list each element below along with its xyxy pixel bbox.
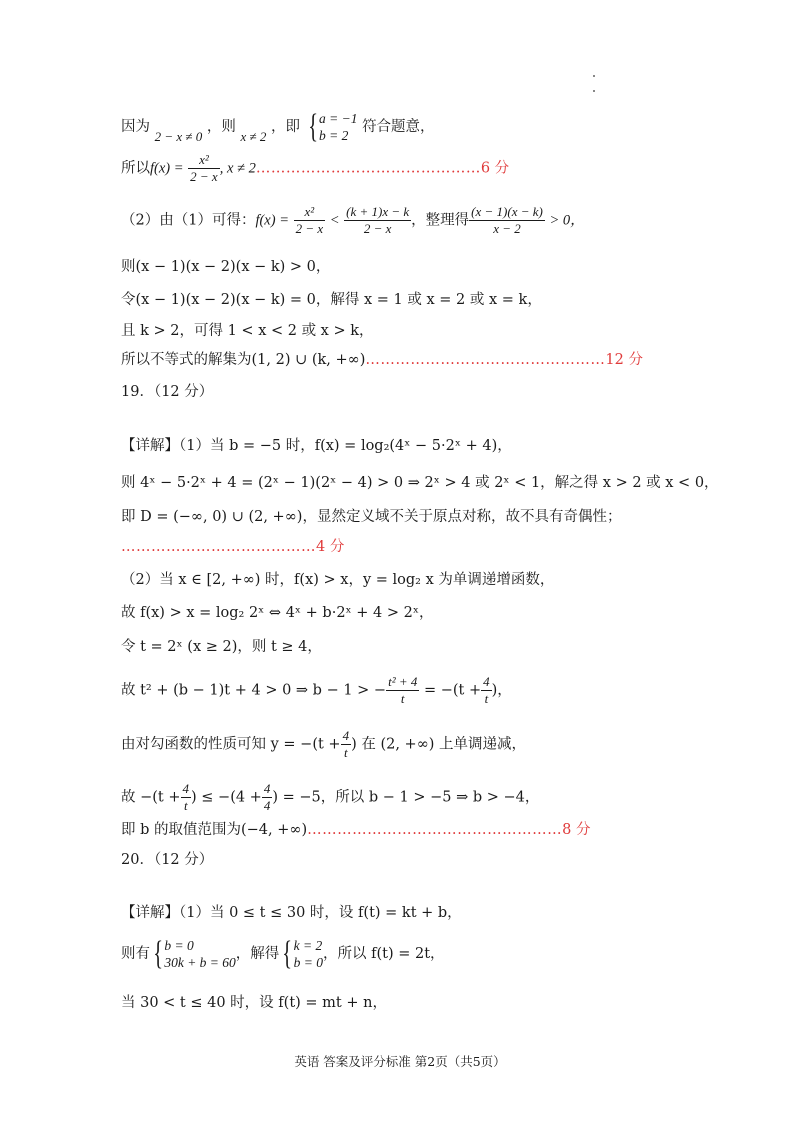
answer-line: 【详解】（1）当 b = −5 时，f(x) = log₂(4ˣ − 5·2ˣ + 4)，: [121, 438, 512, 454]
answer-line: 且 k > 2，可得 1 < x < 2 或 x > k，: [121, 323, 374, 339]
score-leader: ………………………………………: [255, 160, 481, 177]
question-number: 19．（12 分）: [121, 384, 214, 400]
text: ，解得: [235, 946, 280, 962]
score-leader: …………………………………: [121, 539, 316, 555]
text: 由对勾函数的性质可知 y = −(t +: [121, 736, 341, 753]
text: 故 −(t +: [121, 789, 181, 806]
question-number: 20．（12 分）: [121, 852, 214, 868]
answer-line: 则(x − 1)(x − 2)(x − k) > 0，: [121, 259, 331, 275]
answer-line: [121, 350, 643, 370]
math-inline: f(x) =: [150, 160, 184, 177]
answer-line: [121, 152, 509, 185]
text: （2）由（1）可得：: [121, 212, 256, 229]
answer-line: [121, 204, 585, 237]
answer-line: [121, 820, 590, 840]
text: 符合题意，: [362, 119, 435, 135]
answer-line: [121, 781, 539, 814]
brace: {: [307, 108, 318, 145]
fraction: $\frac{4}{4}$: [263, 781, 271, 813]
answer-line: （2）当 x ∈ [2, +∞) 时，f(x) > x，y = log₂ x 为单调递增函数，: [121, 572, 555, 588]
equation-system: b = 0 30k + b = 60: [164, 938, 236, 970]
text: ) 在 (2, +∞) 上单调递减，: [351, 736, 527, 753]
text: 所以: [121, 160, 150, 177]
answer-line: [121, 937, 445, 971]
equation-system: k = 2 b = 0: [293, 938, 323, 970]
text: ) ≤ −(4 +: [191, 789, 262, 806]
fraction: $\frac{4}{t}$: [342, 728, 350, 760]
speck-mark: [593, 90, 595, 92]
fraction: $\frac{(k + 1)x - k}{2 - x}$: [346, 204, 410, 236]
fraction: $\frac{(x - 1)(x - k)}{x - 2}$: [471, 204, 543, 236]
text: 即 b 的取值范围为(−4, +∞): [121, 822, 308, 838]
brace: {: [153, 935, 164, 972]
score-label: 12 分: [605, 352, 643, 368]
text: = −(t +: [423, 682, 482, 699]
math-inline: x ≠ 2: [240, 129, 267, 144]
math-inline: f(x) =: [255, 212, 289, 229]
fraction: $\frac{\text{x²}}{2 - x}$: [295, 204, 324, 236]
text: ，即: [271, 119, 301, 135]
answer-line: 则 4ˣ − 5·2ˣ + 4 = (2ˣ − 1)(2ˣ − 4) > 0 ⇒ 2ˣ > 4 或 2ˣ < 1，解之得 x > 2 或 x < 0，: [121, 475, 719, 491]
text: )，: [491, 682, 512, 699]
text: 所以不等式的解集为(1, 2) ∪ (k, +∞): [121, 352, 366, 368]
text: 则有: [121, 946, 150, 962]
answer-line: [121, 674, 512, 707]
answer-line: 故 f(x) > x = log₂ 2ˣ ⇔ 4ˣ + b·2ˣ + 4 > 2ˣ，: [121, 605, 434, 621]
text: ，所以 f(t) = 2t，: [323, 946, 445, 962]
answer-line: [121, 537, 344, 557]
equation-system: a = −1 b = 2: [318, 111, 358, 143]
answer-line: 令(x − 1)(x − 2)(x − k) = 0，解得 x = 1 或 x = 2 或 x = k，: [121, 292, 542, 308]
math-inline: 2 − x ≠ 0: [154, 129, 203, 144]
math-inline: , x ≠ 2: [219, 160, 256, 177]
brace: {: [282, 935, 293, 972]
score-leader: ……………………………………………: [307, 822, 563, 838]
text: ，整理得: [411, 212, 470, 229]
text: 因为: [121, 119, 150, 135]
text: ) = −5，所以 b − 1 > −5 ⇒ b > −4，: [272, 789, 540, 806]
answer-line: [121, 728, 526, 761]
fraction: $\frac{\text{x²}}{2 - x}$: [190, 152, 218, 184]
score-label: 6 分: [480, 160, 510, 177]
text: 故 t² + (b − 1)t + 4 > 0 ⇒ b − 1 > −: [121, 682, 387, 699]
score-leader: …………………………………………: [365, 352, 606, 368]
math-inline: > 0，: [549, 212, 585, 229]
answer-line: 当 30 < t ≤ 40 时，设 f(t) = mt + n，: [121, 995, 387, 1011]
page-footer: 英语 答案及评分标准 第2页（共5页）: [294, 1054, 506, 1069]
score-label: 8 分: [562, 822, 591, 838]
answer-line: [121, 110, 435, 144]
answer-line: 【详解】（1）当 0 ≤ t ≤ 30 时，设 f(t) = kt + b，: [121, 905, 462, 921]
speck-mark: [593, 75, 595, 77]
math-inline: <: [329, 212, 340, 229]
text: ，则: [206, 119, 236, 135]
answer-line: 令 t = 2ˣ (x ≥ 2)，则 t ≥ 4，: [121, 639, 322, 655]
score-label: 4 分: [316, 539, 345, 555]
fraction: $\frac{\text{t² + 4}}{t}$: [388, 674, 418, 706]
fraction: $\frac{4}{t}$: [182, 781, 190, 813]
fraction: $\frac{4}{t}$: [483, 674, 490, 706]
answer-line: 即 D = (−∞, 0) ∪ (2, +∞)，显然定义域不关于原点对称，故不具有奇偶性；: [121, 509, 622, 525]
